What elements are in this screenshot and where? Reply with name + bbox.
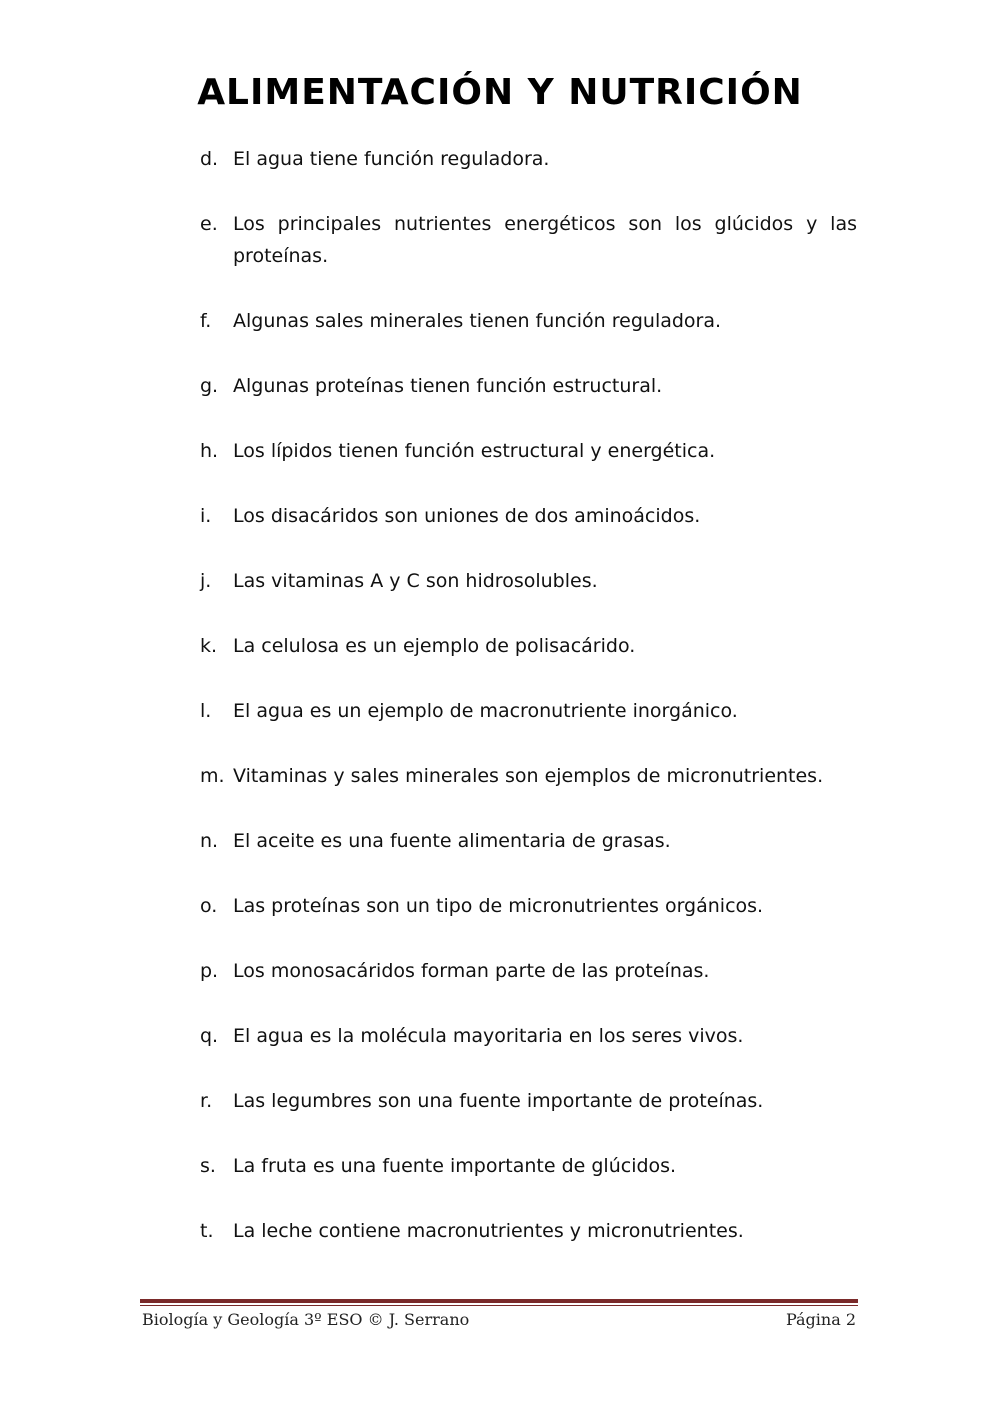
item-letter: k. [200,635,218,657]
item-letter: s. [200,1155,216,1177]
item-text: La fruta es una fuente importante de glúcidos. [233,1155,677,1177]
item-text: El agua es un ejemplo de macronutriente inorgánico. [233,700,738,722]
item-text: El agua es la molécula mayoritaria en los seres vivos. [233,1025,744,1047]
statement-list [200,143,857,1280]
list-item [200,1215,857,1247]
item-letter: l. [200,700,212,722]
footer-divider-thin [140,1305,858,1306]
item-text: Algunas proteínas tienen función estructural. [233,375,663,397]
list-item [200,955,857,987]
list-item [200,143,857,175]
item-letter: q. [200,1025,219,1047]
list-item [200,890,857,922]
list-item [200,825,857,857]
item-text: Algunas sales minerales tienen función reguladora. [233,310,722,332]
list-item [200,1085,857,1117]
page-title: ALIMENTACIÓN Y NUTRICIÓN [197,72,803,113]
page-number: Página 2 [785,1310,856,1329]
footer-credit: Biología y Geología 3º ESO © J. Serrano [142,1310,470,1329]
item-text: Vitaminas y sales minerales son ejemplos de micronutrientes. [233,765,824,787]
item-text: Las legumbres son una fuente importante de proteínas. [233,1090,764,1112]
item-text: Los lípidos tienen función estructural y energética. [233,440,716,462]
item-text: Los monosacáridos forman parte de las proteínas. [233,960,710,982]
list-item [200,630,857,662]
list-item [200,1150,857,1182]
list-item [200,695,857,727]
item-letter: t. [200,1220,214,1242]
list-item [200,370,857,402]
item-text: La celulosa es un ejemplo de polisacárido. [233,635,636,657]
list-item [200,500,857,532]
item-text: El aceite es una fuente alimentaria de grasas. [233,830,671,852]
item-letter: e. [200,213,218,235]
item-letter: f. [200,310,212,332]
list-item [200,565,857,597]
page-footer [142,1310,856,1329]
item-letter: m. [200,765,225,787]
item-letter: n. [200,830,219,852]
item-letter: i. [200,505,212,527]
item-text: Los disacáridos son uniones de dos aminoácidos. [233,505,701,527]
item-letter: o. [200,895,218,917]
item-text: La leche contiene macronutrientes y micronutrientes. [233,1220,744,1242]
item-letter: r. [200,1090,213,1112]
item-text: Las proteínas son un tipo de micronutrientes orgánicos. [233,895,764,917]
item-letter: j. [200,570,212,592]
item-letter: d. [200,148,219,170]
list-item [200,208,857,272]
list-item [200,305,857,337]
list-item [200,435,857,467]
item-text: El agua tiene función reguladora. [233,148,550,170]
list-item [200,1020,857,1052]
list-item [200,760,857,792]
item-letter: h. [200,440,219,462]
item-text: Las vitaminas A y C son hidrosolubles. [233,570,598,592]
footer-divider [140,1299,858,1303]
item-letter: p. [200,960,219,982]
item-letter: g. [200,375,219,397]
item-text: Los principales nutrientes energéticos son los glúcidos y las proteínas. [233,213,857,267]
